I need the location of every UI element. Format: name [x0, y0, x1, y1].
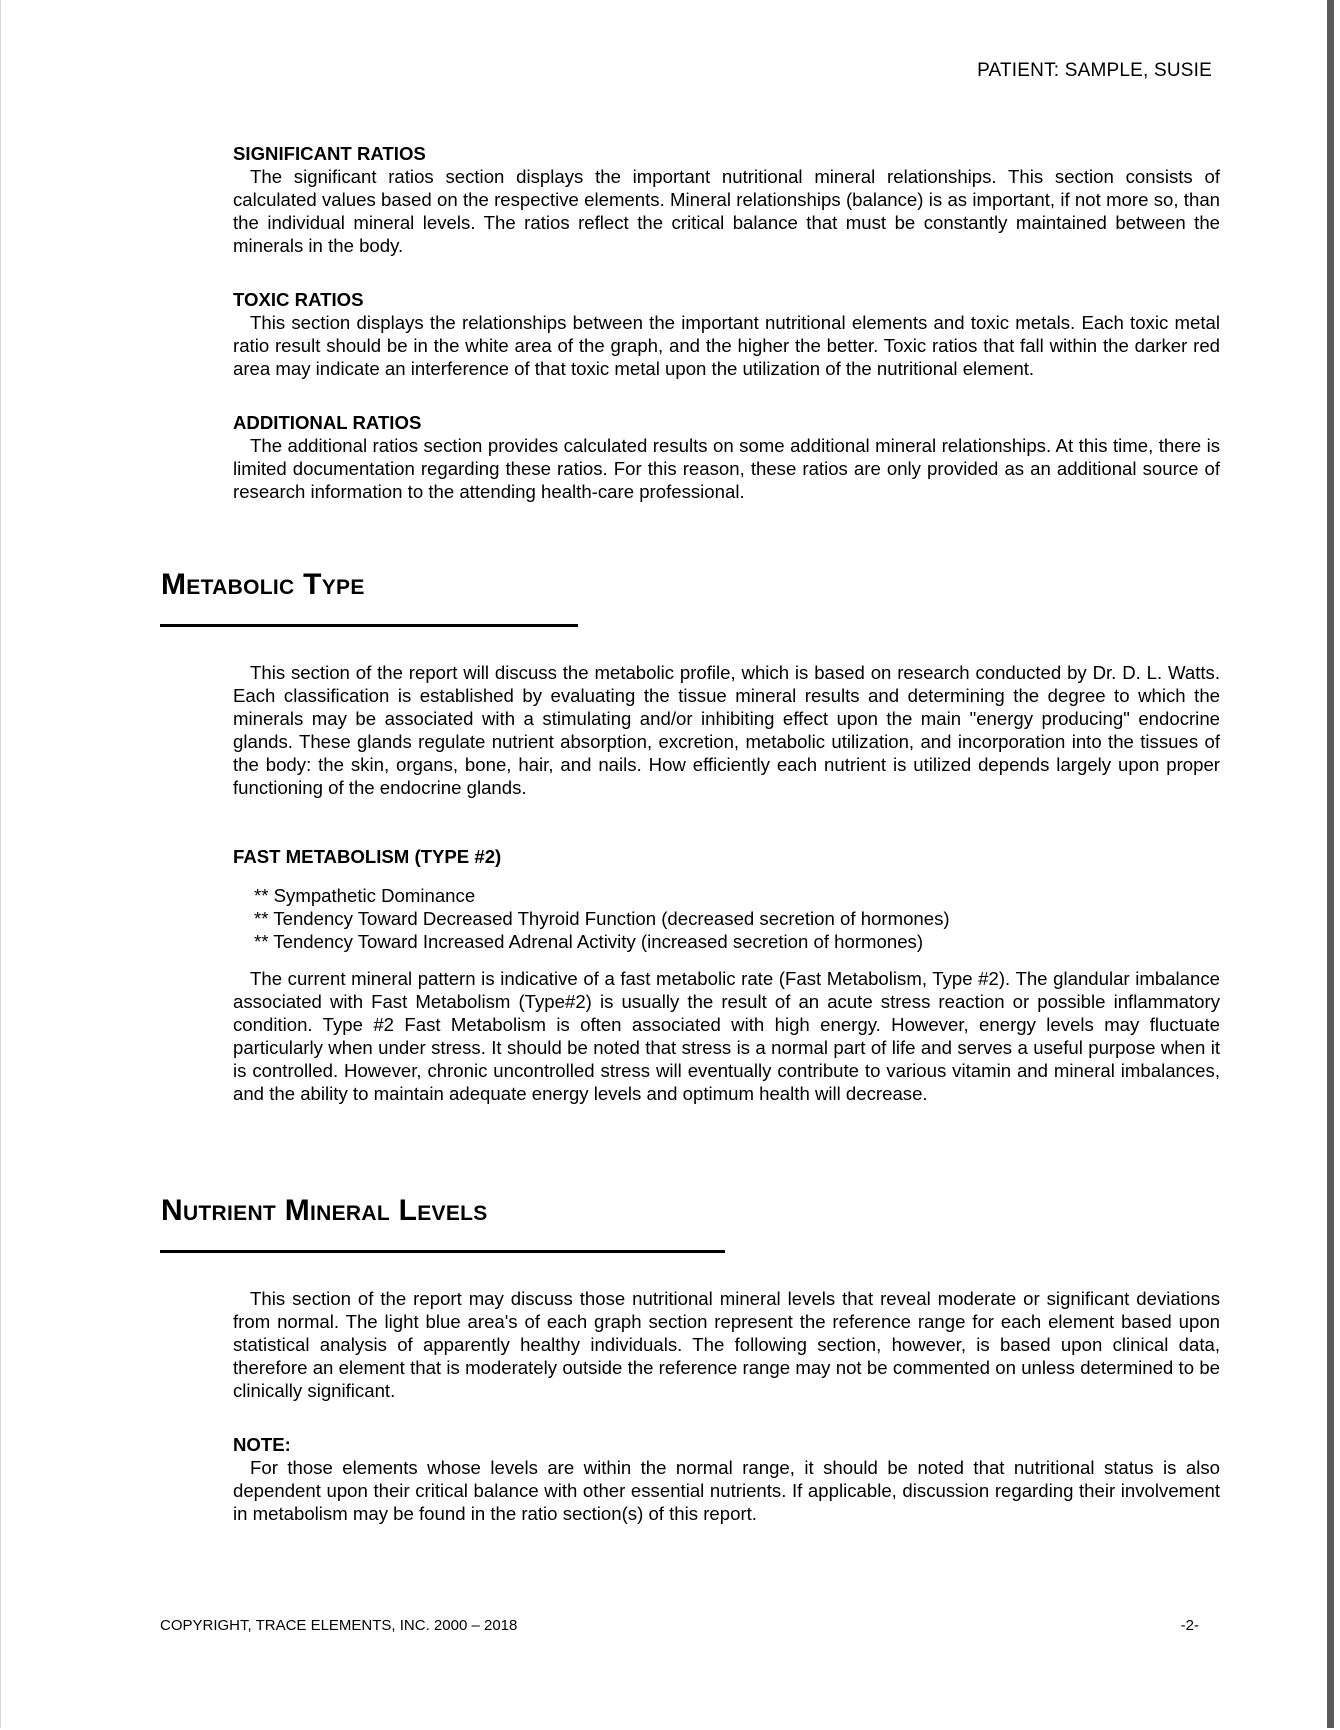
metabolic-type-rule — [160, 624, 578, 627]
patient-name: PATIENT: SAMPLE, SUSIE — [977, 60, 1212, 81]
page-number: -2- — [1180, 1617, 1199, 1634]
additional-ratios-text: The additional ratios section provides calculated results on some additional mineral relationships. At this time, there is limited documentation regarding these ratios. For this reason, these ratios are only provided as an additional source of research information to the attending health-care professional. — [233, 435, 1220, 502]
significant-ratios-heading: SIGNIFICANT RATIOS — [233, 143, 426, 164]
significant-ratios-section — [233, 142, 1220, 257]
list-item: ** Tendency Toward Decreased Thyroid Function (decreased secretion of hormones) — [254, 908, 950, 929]
note-block — [233, 1433, 1220, 1525]
list-item: ** Tendency Toward Increased Adrenal Activity (increased secretion of hormones) — [254, 931, 924, 952]
nutrient-mineral-levels-intro-block — [233, 1287, 1220, 1402]
fast-metabolism-heading: FAST METABOLISM (TYPE #2) — [233, 846, 502, 867]
metabolism-traits-list — [233, 884, 1220, 953]
fast-metabolism-block — [233, 845, 1220, 1105]
toxic-ratios-heading: TOXIC RATIOS — [233, 289, 364, 310]
copyright-footer: COPYRIGHT, TRACE ELEMENTS, INC. 2000 – 2018 — [160, 1617, 518, 1634]
metabolic-type-intro: This section of the report will discuss the metabolic profile, which is based on research conducted by Dr. D. L. Watts. Each classification is established by evaluating the tissue mineral results and determining the degree to which the minerals may be associated with a stimulating and/or inhibiting effect upon the main "energy producing" endocrine glands. These glands regulate nutrient absorption, excretion, metabolic utilization, and incorporation into the tissues of the body: the skin, organs, bone, hair, and nails. How efficiently each nutrient is utilized depends largely upon proper functioning of the endocrine glands. — [233, 662, 1220, 798]
significant-ratios-text: The significant ratios section displays the important nutritional mineral relationships. This section consists of calculated values based on the respective elements. Mineral relationships (balance) is as important, if not more so, than the individual mineral levels. The ratios reflect the critical balance that must be constantly maintained between the minerals in the body. — [233, 166, 1220, 256]
nutrient-mineral-levels-rule — [160, 1250, 725, 1253]
additional-ratios-section — [233, 411, 1220, 503]
list-item: ** Sympathetic Dominance — [254, 885, 476, 906]
toxic-ratios-section — [233, 288, 1220, 380]
note-heading: NOTE: — [233, 1434, 291, 1455]
additional-ratios-heading: ADDITIONAL RATIOS — [233, 412, 422, 433]
nutrient-mineral-levels-intro: This section of the report may discuss those nutritional mineral levels that reveal moderate or significant deviations from normal. The light blue area's of each graph section represent the reference range for each element based upon statistical analysis of apparently healthy individuals. The following section, however, is based upon clinical data, therefore an element that is moderately outside the reference range may not be commented on unless determined to be clinically significant. — [233, 1288, 1220, 1401]
nutrient-mineral-levels-title: Nutrient Mineral Levels — [161, 1194, 488, 1227]
note-text: For those elements whose levels are within the normal range, it should be noted that nutritional status is also dependent upon their critical balance with other essential nutrients. If applicable, discussion regarding their involvement in metabolism may be found in the ratio section(s) of this report. — [233, 1457, 1220, 1524]
fast-metabolism-text: The current mineral pattern is indicative of a fast metabolic rate (Fast Metabolism, Type #2). The glandular imbalance associated with Fast Metabolism (Type#2) is usually the result of an acute stress reaction or possible inflammatory condition. Type #2 Fast Metabolism is often associated with high energy. However, energy levels may fluctuate particularly when under stress. It should be noted that stress is a normal part of life and serves a useful purpose when it is controlled. However, chronic uncontrolled stress will eventually contribute to various vitamin and mineral imbalances, and the ability to maintain adequate energy levels and optimum health will decrease. — [233, 968, 1220, 1104]
metabolic-type-title: Metabolic Type — [161, 568, 365, 601]
metabolic-type-intro-block — [233, 661, 1220, 799]
toxic-ratios-text: This section displays the relationships between the important nutritional elements and toxic metals. Each toxic metal ratio result should be in the white area of the graph, and the higher the better. Toxic ratios that fall within the darker red area may indicate an interference of that toxic metal upon the utilization of the nutritional element. — [233, 312, 1220, 379]
